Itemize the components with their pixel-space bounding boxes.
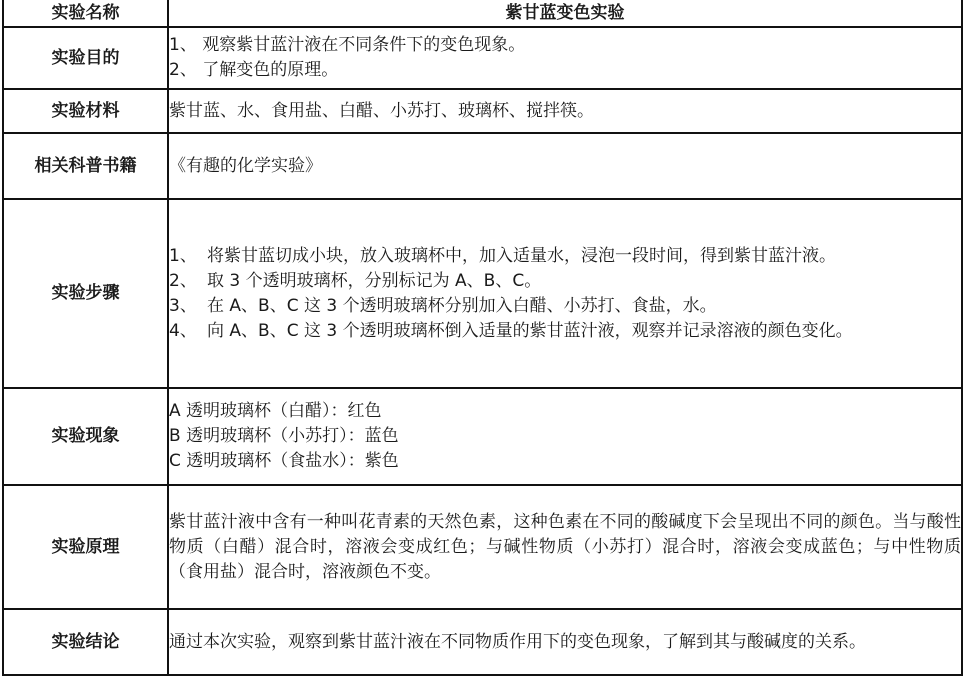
label-experiment-name: 实验名称 (3, 0, 168, 27)
experiment-table (2, 0, 963, 676)
label-conclusion: 实验结论 (3, 609, 168, 675)
step-number: 1、 (169, 245, 197, 266)
step-item-3 (169, 294, 961, 319)
step-text: 取 3 个透明玻璃杯，分别标记为 A、B、C。 (207, 270, 542, 291)
row-materials (3, 89, 962, 133)
books-content: 《有趣的化学实验》 (168, 133, 962, 199)
step-number: 3、 (169, 295, 197, 316)
conclusion-content: 通过本次实验，观察到紫甘蓝汁液在不同物质作用下的变色现象，了解到其与酸碱度的关系。 (168, 609, 962, 675)
materials-content: 紫甘蓝、水、食用盐、白醋、小苏打、玻璃杯、搅拌筷。 (168, 89, 962, 133)
purpose-content (168, 27, 962, 89)
label-principle: 实验原理 (3, 485, 168, 609)
row-principle (3, 485, 962, 609)
purpose-item-1: 1、 观察紫甘蓝汁液在不同条件下的变色现象。 (169, 35, 526, 55)
experiment-title: 紫甘蓝变色实验 (168, 0, 962, 27)
step-text: 将紫甘蓝切成小块，放入玻璃杯中，加入适量水，浸泡一段时间，得到紫甘蓝汁液。 (207, 245, 836, 266)
row-steps (3, 199, 962, 388)
step-item-2 (169, 269, 961, 294)
label-phenomena: 实验现象 (3, 388, 168, 485)
step-number: 4、 (169, 320, 197, 341)
label-steps: 实验步骤 (3, 199, 168, 388)
row-conclusion (3, 609, 962, 675)
label-materials: 实验材料 (3, 89, 168, 133)
step-number: 2、 (169, 270, 197, 291)
phenomena-content (168, 388, 962, 485)
row-books (3, 133, 962, 199)
purpose-item-2: 2、 了解变色的原理。 (169, 60, 339, 80)
principle-content: 紫甘蓝汁液中含有一种叫花青素的天然色素，这种色素在不同的酸碱度下会呈现出不同的颜色。当与酸性物质（白醋）混合时，溶液会变成红色；与碱性物质（小苏打）混合时，溶液会变成蓝色；与中性物质（食用盐）混合时，溶液颜色不变。 (168, 485, 962, 609)
label-books: 相关科普书籍 (3, 133, 168, 199)
steps-content (168, 199, 962, 388)
row-purpose (3, 27, 962, 89)
step-item-1 (169, 244, 961, 269)
step-text: 在 A、B、C 这 3 个透明玻璃杯分别加入白醋、小苏打、食盐，水。 (207, 295, 717, 316)
phenomenon-b: B 透明玻璃杯（小苏打）：蓝色 (169, 426, 399, 446)
label-purpose: 实验目的 (3, 27, 168, 89)
step-item-4 (169, 319, 961, 344)
row-phenomena (3, 388, 962, 485)
step-text: 向 A、B、C 这 3 个透明玻璃杯倒入适量的紫甘蓝汁液，观察并记录溶液的颜色变化。 (207, 320, 853, 341)
phenomenon-c: C 透明玻璃杯（食盐水）：紫色 (169, 451, 399, 471)
row-experiment-name (3, 0, 962, 27)
phenomenon-a: A 透明玻璃杯（白醋）：红色 (169, 401, 382, 421)
